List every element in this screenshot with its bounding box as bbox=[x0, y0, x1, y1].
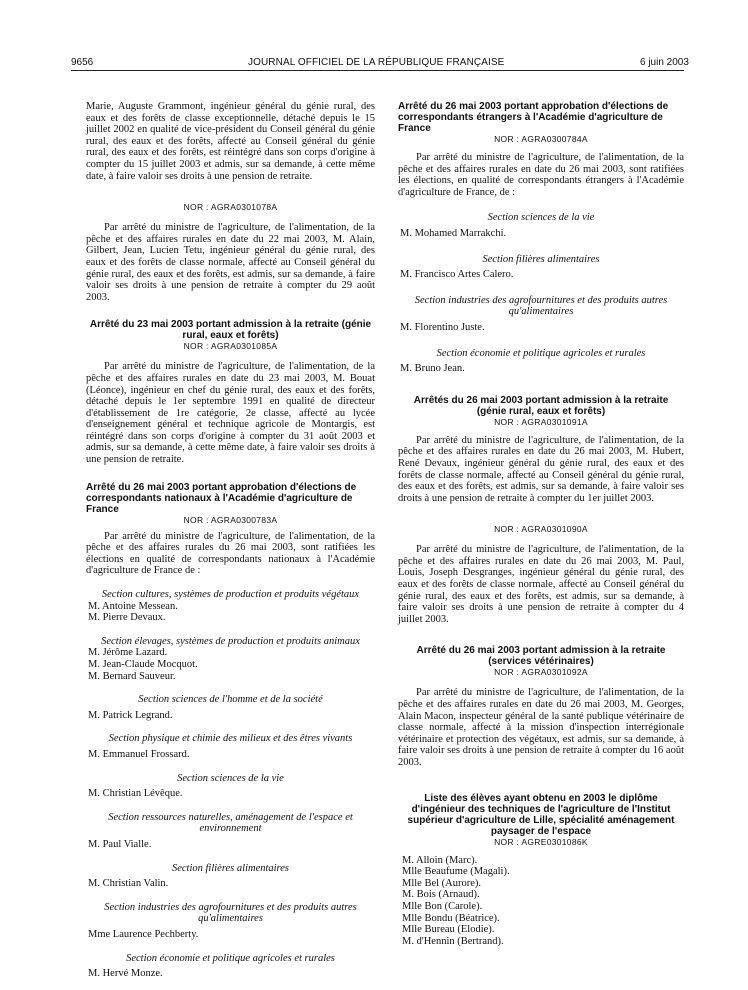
member-name: M. Hervé Monze. bbox=[88, 968, 163, 980]
member-name: Mme Laurence Pechberty. bbox=[88, 928, 199, 940]
list-title: Liste des élèves ayant obtenu en 2003 le diplôme d'ingénieur des techniques de l'agriculture de l'Institut supérieur d'agriculture de Lille, spécialité aménagement paysager de l'espace bbox=[407, 792, 675, 837]
decree-title: Arrêté du 23 mai 2003 portant admission à la retraite (génie rural, eaux et forêts) bbox=[89, 319, 372, 342]
section-title: Section physique et chimie des milieux et des êtres vivants bbox=[108, 733, 353, 745]
section-title: Section économie et politique agricoles et rurales bbox=[436, 347, 646, 359]
member-name: M. Bruno Jean. bbox=[400, 363, 465, 375]
nor-reference: NOR : AGRA0301085A bbox=[183, 341, 278, 352]
left-column bbox=[86, 101, 375, 980]
member-name: M. Christian Valin. bbox=[88, 878, 169, 890]
nor-reference: NOR : AGRA0301091A bbox=[494, 416, 588, 427]
right-column bbox=[398, 101, 684, 947]
decree-title: Arrêté du 26 mai 2003 portant approbation d'élections de correspondants étrangers à l'Académie d'agriculture de France bbox=[398, 101, 669, 134]
section-title: Section cultures, systèmes de production et produits végétaux bbox=[101, 589, 360, 601]
student-list bbox=[398, 855, 684, 948]
member-name: M. Francisco Artes Calero. bbox=[400, 269, 514, 281]
list-item: Mlle Bel (Aurore). bbox=[402, 877, 482, 889]
decree-title: Arrêté du 26 mai 2003 portant admission à la retraite (services vétérinaires) bbox=[416, 645, 666, 668]
list-item: Mlle Bondu (Béatrice). bbox=[402, 912, 500, 924]
section-title: Section industries des agrofournitures et des produits autres qu'alimentaires bbox=[104, 901, 357, 925]
header-rule bbox=[71, 70, 684, 71]
list-item: Mlle Beaufume (Magali). bbox=[402, 866, 510, 878]
nor-reference: NOR : AGRA0301078A bbox=[183, 202, 278, 213]
section-title: Section élevages, systèmes de production et produits animaux bbox=[101, 635, 360, 647]
nor-reference: NOR : AGRA0300783A bbox=[183, 514, 278, 525]
member-name: M. Emmanuel Frossard. bbox=[88, 748, 190, 760]
section-title: Section industries des agrofournitures et des produits autres qu'alimentaires bbox=[414, 294, 668, 318]
decree-paragraph: Par arrêté du ministre de l'agriculture, de l'alimentation, de la pêche et des affaires rurales en date du 22 mai 2003, M. Alain, Gilbert, Jean, Lucien Tetu, ingénieur général du génie rural, des eaux et des forêts de classe normale, affecté au Conseil général du génie rural, des eaux et des forêts, est admis, sur sa demande, à faire valoir ses droits à une pension de retraite à compter du 29 août 2003. bbox=[86, 222, 375, 303]
decree-title: Arrêté du 26 mai 2003 portant approbation d'élections de correspondants nationaux à l'Académie d'agriculture de France bbox=[86, 481, 357, 515]
list-item: M. Alloin (Marc). bbox=[402, 854, 478, 866]
member-name: M. Christian Lévêque. bbox=[88, 788, 183, 800]
decree-paragraph: Par arrêté du ministre de l'agriculture, de l'alimentation, de la pêche et des affaires rurales en date du 26 mai 2003, M. Paul, Louis, Joseph Desgranges, ingénieur général du génie rural, des eaux et des forêts de classe normale, affecté au Conseil général du génie rural, des eaux et des forêts, est admis, sur sa demande, à faire valoir ses droits à une pension de retraite à compter du 4 juillet 2003. bbox=[398, 544, 684, 625]
section-title: Section économie et politique agricoles et rurales bbox=[126, 952, 335, 964]
decree-paragraph: Par arrêté du ministre de l'agriculture, de l'alimentation, de la pêche et des affaires rurales en date du 26 mai 2003, M. Hubert, René Devaux, ingénieur général du génie rural, des eaux et des forêts de classe normale, affecté au Conseil général du génie rural, des eaux et des forêts, est admis, sur sa demande, à faire valoir ses droits à une pension de retraite à compter du 1er juillet 2003. bbox=[398, 434, 684, 504]
member-name: M. Bernard Sauveur. bbox=[88, 670, 176, 682]
member-name: M. Mohamed Marrakchi. bbox=[400, 227, 507, 239]
section-title: Section sciences de la vie bbox=[177, 772, 284, 784]
decree-paragraph: Par arrêté du ministre de l'agriculture, de l'alimentation, de la pêche et des affaires rurales en date du 23 mai 2003, M. Bouat (Léonce), ingénieur en chef du génie rural, des eaux et des forêts, détaché depuis le 1er septembre 1991 en qualité de directeur d'établissement de 1re catégorie, 2e classe, affecté au lycée d'enseignement général et technique agricole de Montargis, est réintégré dans son corps d'origine à compter du 31 août 2003 et admis, sur sa demande, à cette même date, à faire valoir ses droits à une pension de retraite. bbox=[86, 361, 375, 466]
list-item: M. Bois (Arnaud). bbox=[402, 889, 480, 901]
nor-reference: NOR : AGRA0300784A bbox=[494, 134, 588, 144]
decree-paragraph: Par arrêté du ministre de l'agriculture, de l'alimentation, de la pêche et des affaires rurales du 26 mai 2003, sont ratifiées les élections en qualité de correspondants nationaux à l'Académie d'agriculture de France de : bbox=[86, 530, 375, 577]
section-title: Section sciences de la vie bbox=[487, 212, 595, 224]
member-name: M. Patrick Legrand. bbox=[88, 709, 173, 721]
decree-paragraph: Par arrêté du ministre de l'agriculture, de l'alimentation, de la pêche et des affaires rurales en date du 26 mai 2003, M. Georges, Alain Macon, inspecteur général de la santé publique vétérinaire de classe normale, affecté à la mission d'inspection interrégionale vétérinaire et protection des végétaux, est admis, sur sa demande, à faire valoir ses droits à une pension de retraite à compter du 16 août 2003. bbox=[398, 687, 684, 768]
member-name: M. Antoine Messean. bbox=[88, 600, 178, 612]
list-item: Mlle Bureau (Elodie). bbox=[402, 924, 495, 936]
issue-date: 6 juin 2003 bbox=[640, 57, 689, 68]
member-name: M. Florentino Juste. bbox=[400, 321, 485, 333]
decree-paragraph: Par arrêté du ministre de l'agriculture, de l'alimentation, de la pêche et des affaires rurales en date du 26 mai 2003, sont ratifiées les élections, en qualité de correspondants étrangers à l'Académie d'agriculture de France, de : bbox=[398, 152, 684, 198]
member-name: M. Jérôme Lazard. bbox=[88, 647, 168, 659]
section-title: Section ressources naturelles, aménagement de l'espace et environnement bbox=[108, 811, 353, 835]
list-item: M. d'Hennin (Bertrand). bbox=[402, 935, 504, 947]
member-name: M. Paul Vialle. bbox=[88, 838, 152, 850]
list-item: Mlle Bon (Carole). bbox=[402, 900, 483, 912]
journal-title: JOURNAL OFFICIEL DE LA RÉPUBLIQUE FRANÇAISE bbox=[248, 57, 505, 68]
nor-reference: NOR : AGRA0301092A bbox=[494, 667, 588, 678]
member-name: M. Jean-Claude Mocquot. bbox=[88, 659, 198, 670]
member-name: M. Pierre Devaux. bbox=[88, 612, 166, 624]
decree-title: Arrêtés du 26 mai 2003 portant admission à la retraite (génie rural, eaux et forêts) bbox=[413, 394, 669, 417]
page-header bbox=[0, 0, 748, 75]
intro-paragraph: Marie, Auguste Grammont, ingénieur général du génie rural, des eaux et des forêts de classe exceptionnelle, détaché depuis le 15 juillet 2002 en qualité de vice-président du Conseil général du génie rural, des eaux et des forêts, affecté au Conseil général du génie rural, des eaux et des forêts, est réintégré dans son corps d'origine à compter du 15 juillet 2003 et admis, sur sa demande, à cette même date, à faire valoir ses droits à une pension de retraite. bbox=[86, 101, 375, 182]
section-title: Section sciences de l'homme et de la société bbox=[138, 694, 323, 706]
section-title: Section filières alimentaires bbox=[482, 253, 600, 265]
nor-reference: NOR : AGRA0301090A bbox=[494, 524, 588, 535]
nor-reference: NOR : AGRE0301086K bbox=[494, 836, 588, 847]
section-title: Section filières alimentaires bbox=[171, 862, 290, 874]
page-number: 9656 bbox=[71, 57, 94, 68]
